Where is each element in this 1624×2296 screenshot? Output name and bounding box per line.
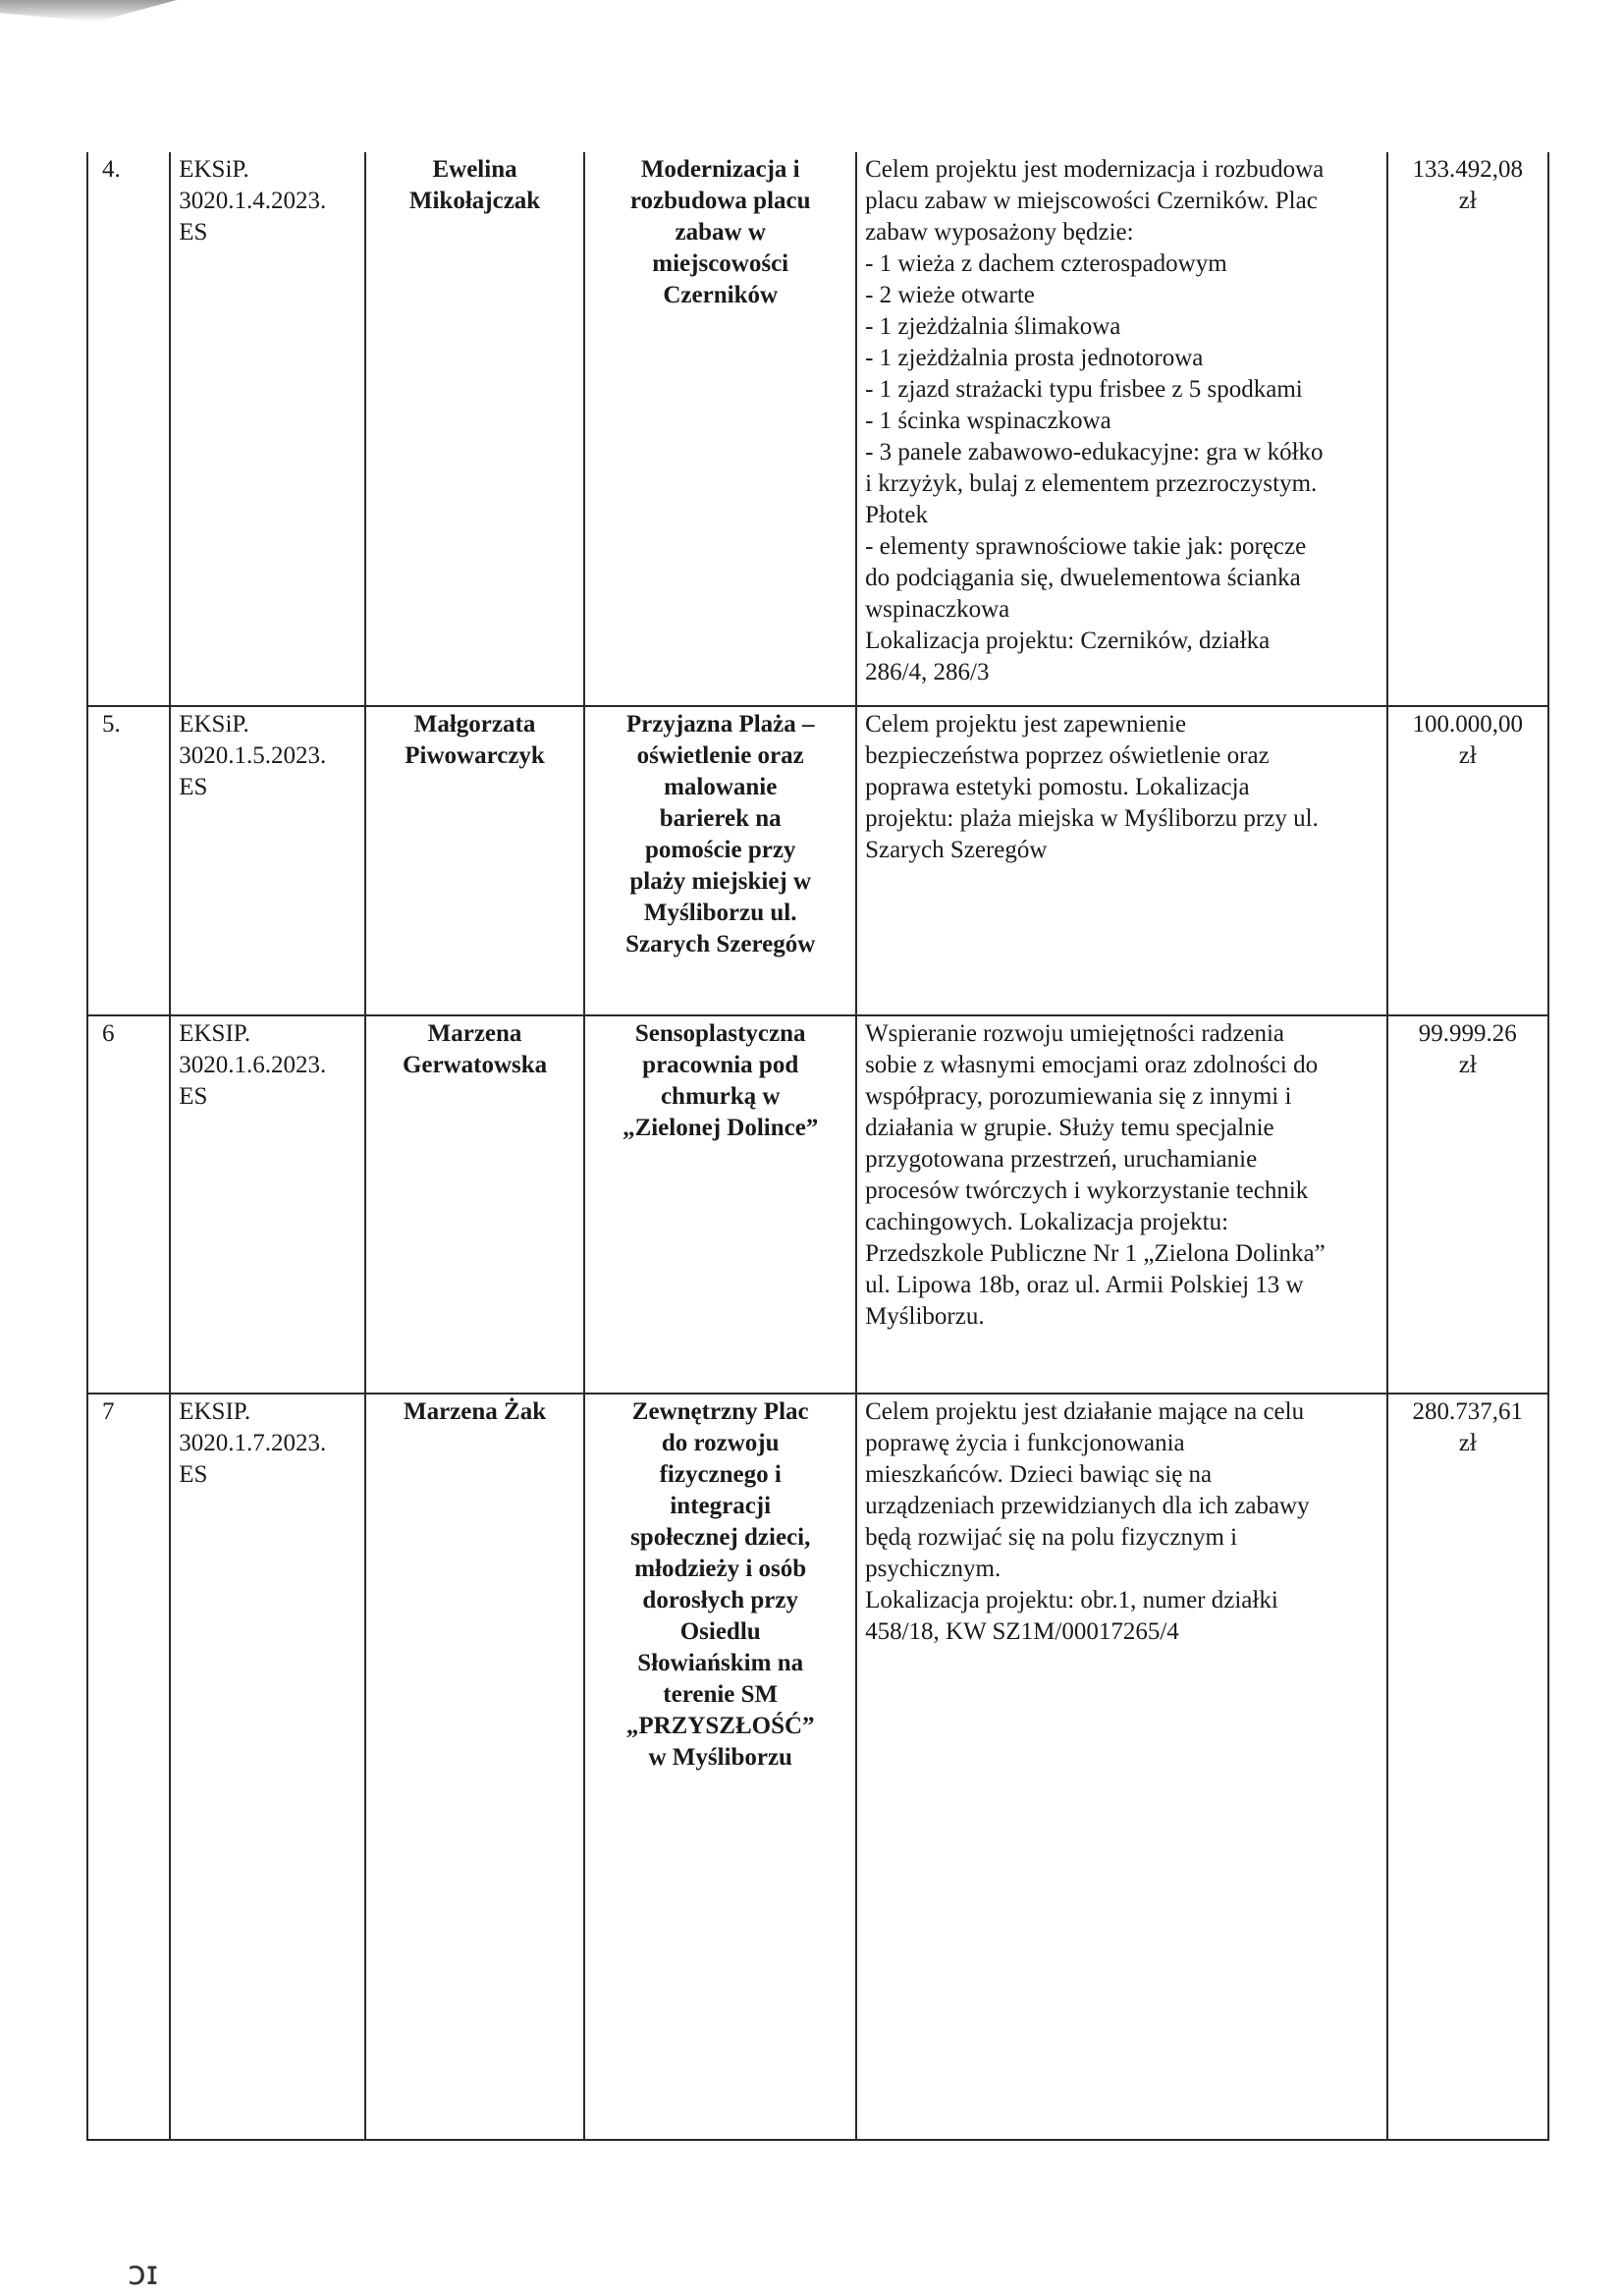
project-title-line: barierek na bbox=[659, 805, 782, 832]
reference-id-line: ES bbox=[179, 1083, 208, 1110]
reference-id-line: ES bbox=[179, 1461, 208, 1488]
reference-id-line: EKSiP. bbox=[179, 711, 249, 738]
projects-table-body bbox=[87, 152, 1548, 2140]
project-title-line: Sensoplastyczna bbox=[634, 1020, 806, 1047]
description-line: Celem projektu jest modernizacja i rozbudowa bbox=[865, 156, 1325, 183]
author-cell bbox=[365, 152, 585, 706]
amount-value: 100.000,00 bbox=[1412, 711, 1523, 738]
project-title-line: Zewnętrzny Plac bbox=[631, 1398, 809, 1425]
reference-id-cell bbox=[170, 1015, 365, 1394]
amount-value: 280.737,61 bbox=[1412, 1398, 1523, 1425]
description-line: Płotek bbox=[865, 502, 928, 528]
amount-currency: zł bbox=[1458, 1052, 1477, 1078]
reference-id-line: 3020.1.7.2023. bbox=[179, 1430, 327, 1456]
reference-id-line: ES bbox=[179, 774, 208, 800]
project-title-line: Osiedlu bbox=[679, 1618, 761, 1645]
description-line: Myśliborzu. bbox=[865, 1303, 985, 1330]
reference-id-line: 3020.1.5.2023. bbox=[179, 742, 327, 769]
project-title-line: oświetlenie oraz bbox=[636, 742, 804, 769]
description-line: Lokalizacja projektu: Czerników, działka bbox=[865, 628, 1271, 654]
description-line: będą rozwijać się na polu fizycznym i bbox=[865, 1524, 1238, 1551]
description-line: urządzeniach przewidzianych dla ich zabawy bbox=[865, 1493, 1310, 1519]
row-number-cell bbox=[87, 152, 170, 706]
author-name-line: Ewelina bbox=[432, 156, 517, 183]
description-line: ul. Lipowa 18b, oraz ul. Armii Polskiej 13 w bbox=[865, 1272, 1304, 1298]
row-number: 7 bbox=[102, 1398, 115, 1425]
table-row bbox=[87, 152, 1548, 706]
project-title-line: „Zielonej Dolince” bbox=[623, 1115, 819, 1141]
reference-id-line: EKSiP. bbox=[179, 156, 249, 183]
project-title-line: malowanie bbox=[664, 774, 778, 800]
description-cell bbox=[856, 1394, 1386, 2140]
author-name-line: Marzena bbox=[427, 1020, 522, 1047]
reference-id-line: 3020.1.6.2023. bbox=[179, 1052, 327, 1078]
project-title-line: Słowiańskim na bbox=[637, 1650, 804, 1676]
description-cell bbox=[856, 152, 1386, 706]
amount-cell bbox=[1387, 1394, 1548, 2140]
project-title-line: pomoście przy bbox=[644, 837, 796, 863]
description-line: placu zabaw w miejscowości Czerników. Plac bbox=[865, 188, 1318, 214]
description-line: psychicznym. bbox=[865, 1556, 1001, 1582]
author-cell bbox=[365, 1394, 585, 2140]
project-title-line: „PRZYSZŁOŚĆ” bbox=[625, 1713, 815, 1739]
amount-value: 133.492,08 bbox=[1412, 156, 1523, 183]
description-line: Przedszkole Publiczne Nr 1 „Zielona Dolinka” bbox=[865, 1240, 1326, 1267]
table-row bbox=[87, 706, 1548, 1015]
amount-currency: zł bbox=[1458, 1430, 1477, 1456]
description-line: 286/4, 286/3 bbox=[865, 659, 990, 685]
description-line: - elementy sprawnościowe takie jak: poręcze bbox=[865, 533, 1307, 560]
reference-id-line: ES bbox=[179, 219, 208, 246]
amount-cell bbox=[1387, 152, 1548, 706]
description-line: Celem projektu jest zapewnienie bbox=[865, 711, 1187, 738]
author-name-line: Małgorzata bbox=[413, 711, 536, 738]
description-line: - 2 wieże otwarte bbox=[865, 282, 1035, 308]
project-title-line: miejscowości bbox=[652, 250, 789, 277]
description-line: cachingowych. Lokalizacja projektu: bbox=[865, 1209, 1229, 1235]
footer-handwritten-mark: ɔɪ bbox=[128, 2254, 159, 2293]
project-title-line: Czerników bbox=[663, 282, 779, 308]
description-line: Wspieranie rozwoju umiejętności radzenia bbox=[865, 1020, 1284, 1047]
description-line: - 3 panele zabawowo-edukacyjne: gra w kółko bbox=[865, 439, 1324, 465]
project-title-line: w Myśliborzu bbox=[648, 1744, 792, 1771]
description-line: procesów twórczych i wykorzystanie technik bbox=[865, 1177, 1309, 1204]
description-cell bbox=[856, 706, 1386, 1015]
description-line: wspinaczkowa bbox=[865, 596, 1010, 623]
project-title-line: Myśliborzu ul. bbox=[643, 900, 797, 926]
row-number-cell bbox=[87, 1015, 170, 1394]
reference-id-line: EKSIP. bbox=[179, 1398, 251, 1425]
amount-cell bbox=[1387, 706, 1548, 1015]
reference-id-cell bbox=[170, 152, 365, 706]
description-line: działania w grupie. Służy temu specjalnie bbox=[865, 1115, 1274, 1141]
description-line: Lokalizacja projektu: obr.1, numer działki bbox=[865, 1587, 1278, 1613]
author-name-line: Piwowarczyk bbox=[405, 742, 545, 769]
description-cell bbox=[856, 1015, 1386, 1394]
description-line: sobie z własnymi emocjami oraz zdolności do bbox=[865, 1052, 1319, 1078]
description-line: do podciągania się, dwuelementowa ścianka bbox=[865, 565, 1301, 591]
row-number-cell bbox=[87, 706, 170, 1015]
project-title-line: do rozwoju bbox=[661, 1430, 780, 1456]
description-line: projektu: plaża miejska w Myśliborzu przy ul. bbox=[865, 805, 1319, 832]
project-title-line: rozbudowa placu bbox=[629, 188, 811, 214]
description-line: - 1 zjeżdżalnia prosta jednotorowa bbox=[865, 345, 1204, 371]
author-cell bbox=[365, 706, 585, 1015]
author-name-line: Gerwatowska bbox=[402, 1052, 548, 1078]
description-line: - 1 zjeżdżalnia ślimakowa bbox=[865, 313, 1121, 340]
reference-id-cell bbox=[170, 1394, 365, 2140]
project-title-line: integracji bbox=[670, 1493, 772, 1519]
amount-cell bbox=[1387, 1015, 1548, 1394]
description-line: - 1 zjazd strażacki typu frisbee z 5 spodkami bbox=[865, 376, 1303, 403]
table-row bbox=[87, 1394, 1548, 2140]
author-name-line: Marzena Żak bbox=[403, 1398, 547, 1425]
description-line: poprawa estetyki pomostu. Lokalizacja bbox=[865, 774, 1250, 800]
amount-value: 99.999.26 bbox=[1418, 1020, 1517, 1047]
project-title-line: społecznej dzieci, bbox=[630, 1524, 811, 1551]
projects-table bbox=[86, 152, 1549, 2141]
project-title-line: Szarych Szeregów bbox=[625, 931, 816, 957]
scan-edge-shadow bbox=[0, 0, 177, 22]
project-title-cell bbox=[584, 706, 856, 1015]
description-line: 458/18, KW SZ1M/00017265/4 bbox=[865, 1618, 1179, 1645]
table-row bbox=[87, 1015, 1548, 1394]
row-number: 4. bbox=[102, 156, 121, 183]
project-title-line: pracownia pod bbox=[642, 1052, 799, 1078]
description-line: - 1 wieża z dachem czterospadowym bbox=[865, 250, 1227, 277]
row-number-cell bbox=[87, 1394, 170, 2140]
description-line: przygotowana przestrzeń, uruchamianie bbox=[865, 1146, 1258, 1173]
project-title-line: zabaw w bbox=[675, 219, 766, 246]
project-title-line: terenie SM bbox=[663, 1681, 779, 1708]
project-title-line: dorosłych przy bbox=[642, 1587, 798, 1613]
amount-currency: zł bbox=[1458, 742, 1477, 769]
description-line: współpracy, porozumiewania się z innymi i bbox=[865, 1083, 1292, 1110]
project-title-line: Modernizacja i bbox=[640, 156, 800, 183]
description-line: bezpieczeństwa poprzez oświetlenie oraz bbox=[865, 742, 1270, 769]
reference-id-cell bbox=[170, 706, 365, 1015]
description-line: Szarych Szeregów bbox=[865, 837, 1048, 863]
author-cell bbox=[365, 1015, 585, 1394]
description-line: i krzyżyk, bulaj z elementem przezroczystym. bbox=[865, 470, 1318, 497]
project-title-cell bbox=[584, 152, 856, 706]
project-title-line: Przyjazna Plaża – bbox=[625, 711, 815, 738]
project-title-cell bbox=[584, 1394, 856, 2140]
description-line: - 1 ścinka wspinaczkowa bbox=[865, 408, 1111, 434]
project-title-line: młodzieży i osób bbox=[634, 1556, 807, 1582]
amount-currency: zł bbox=[1458, 188, 1477, 214]
description-line: poprawę życia i funkcjonowania bbox=[865, 1430, 1185, 1456]
description-line: mieszkańców. Dzieci bawiąc się na bbox=[865, 1461, 1213, 1488]
description-line: zabaw wyposażony będzie: bbox=[865, 219, 1134, 246]
project-title-line: plaży miejskiej w bbox=[629, 868, 812, 895]
author-name-line: Mikołajczak bbox=[408, 188, 541, 214]
project-title-line: fizycznego i bbox=[659, 1461, 782, 1488]
project-title-line: chmurką w bbox=[660, 1083, 781, 1110]
row-number: 6 bbox=[102, 1020, 115, 1047]
description-line: Celem projektu jest działanie mające na celu bbox=[865, 1398, 1305, 1425]
project-title-cell bbox=[584, 1015, 856, 1394]
row-number: 5. bbox=[102, 711, 121, 738]
reference-id-line: EKSIP. bbox=[179, 1020, 251, 1047]
reference-id-line: 3020.1.4.2023. bbox=[179, 188, 327, 214]
